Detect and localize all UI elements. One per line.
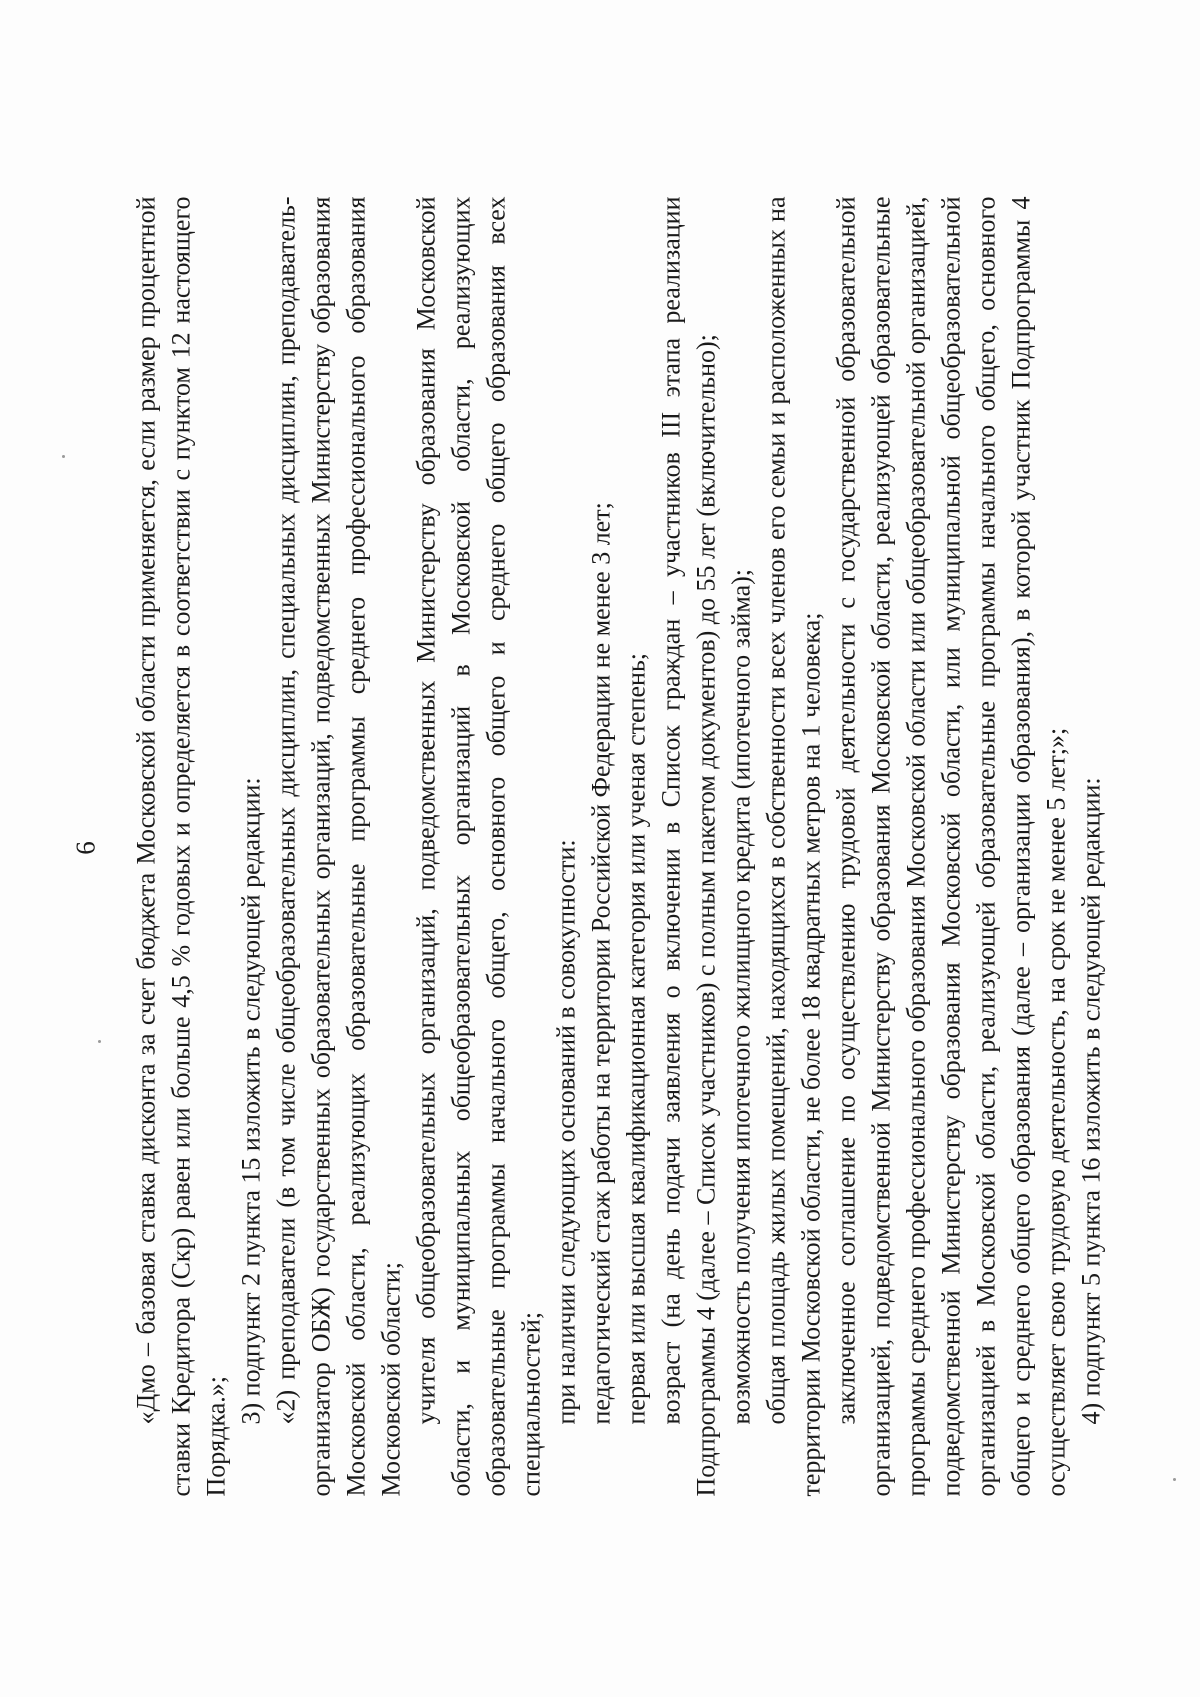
paragraph: учителя общеобразовательных организаций, подведомственных Министерству образования Московской области, и муниципальных общеобразовательных организаций в Московской области, реализующих образовательные программы начального общего, основного общего и среднего общего образования всех специальностей; (411, 196, 546, 1497)
paragraph: «2) преподаватели (в том числе общеобразовательных дисциплин, специальных дисциплин, преподаватель-организатор ОБЖ) государственных образовательных организаций, подведомственных Министерству образования Московской области, реализующих образовательные программы среднего профессионального образования Московской области; (271, 196, 406, 1497)
paragraph: педагогический стаж работы на территории Российской Федерации не менее 3 лет; (586, 502, 616, 1425)
paragraph: первая или высшая квалификационная категория или ученая степень; (621, 652, 651, 1425)
page-number: 6 (70, 841, 101, 855)
paragraph: «Дмо – базовая ставка дисконта за счет бюджета Московской области применяется, если размер процентной ставки Кредитора (Скр) равен или больше 4,5 % годовых и определяется в соответствии с пунктом 12 настоящего Порядка.»; (131, 196, 231, 1497)
paragraph: возможность получения ипотечного жилищного кредита (ипотечного займа); (726, 568, 756, 1425)
rotated-document-content (1, 0, 1200, 1697)
paragraph: 4) подпункт 5 пункта 16 изложить в следующей редакции: (1076, 777, 1106, 1425)
paragraph: общая площадь жилых помещений, находящихся в собственности всех членов его семьи и расположенных на территории Московской области, не более 18 квадратных метров на 1 человека; (761, 196, 826, 1497)
paragraph: 3) подпункт 2 пункта 15 изложить в следующей редакции: (236, 777, 266, 1425)
paragraph: заключенное соглашение по осуществлению трудовой деятельности с государственной образовательной организацией, подведомственной Министерству образования Московской области, реализующей образовательные программы среднего профессионального образования Московской области или общеобразовательной организацией, подведомственной Министерству образования Московской области, или муниципальной общеобразовательной организацией в Московской области, реализующей образовательные программы начального общего, основного общего и среднего общего образования (далее – организации образования), в которой участник Подпрограммы 4 осуществляет свою трудовую деятельность, на срок не менее 5 лет;»; (831, 196, 1071, 1497)
paragraph: возраст (на день подачи заявления о включении в Список граждан – участников III этапа реализации Подпрограммы 4 (далее – Список участников) с полным пакетом документов) до 55 лет (включительно); (656, 196, 721, 1497)
document-body (129, 197, 1109, 1497)
paragraph: при наличии следующих оснований в совокупности: (551, 839, 581, 1425)
